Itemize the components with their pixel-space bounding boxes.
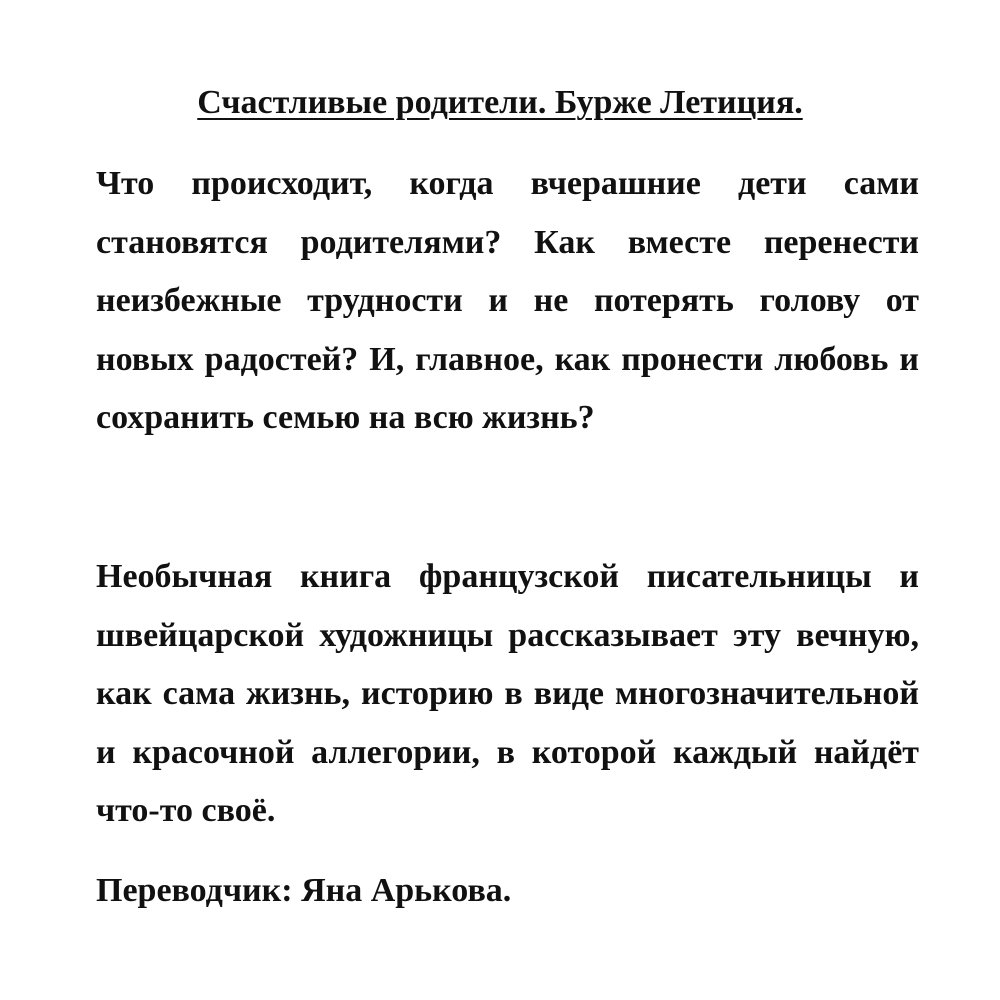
document-title: Счастливые родители. Бурже Летиция. xyxy=(197,84,803,121)
translator-line: Переводчик: Яна Арькова. xyxy=(96,872,512,909)
description-paragraph-2: Необычная книга французской писательницы и швейцарской художницы рассказывает эту вечную, как сама жизнь, историю в виде многозначительной и красочной аллегории, в которой каждый найдёт что-то своё. xyxy=(96,558,919,829)
description-paragraph-1: Что происходит, когда вчерашние дети сами становятся родителями? Как вместе перенести неизбежные трудности и не потерять голову от новых радостей? И, главное, как пронести любовь и сохранить семью на всю жизнь? xyxy=(96,165,919,436)
